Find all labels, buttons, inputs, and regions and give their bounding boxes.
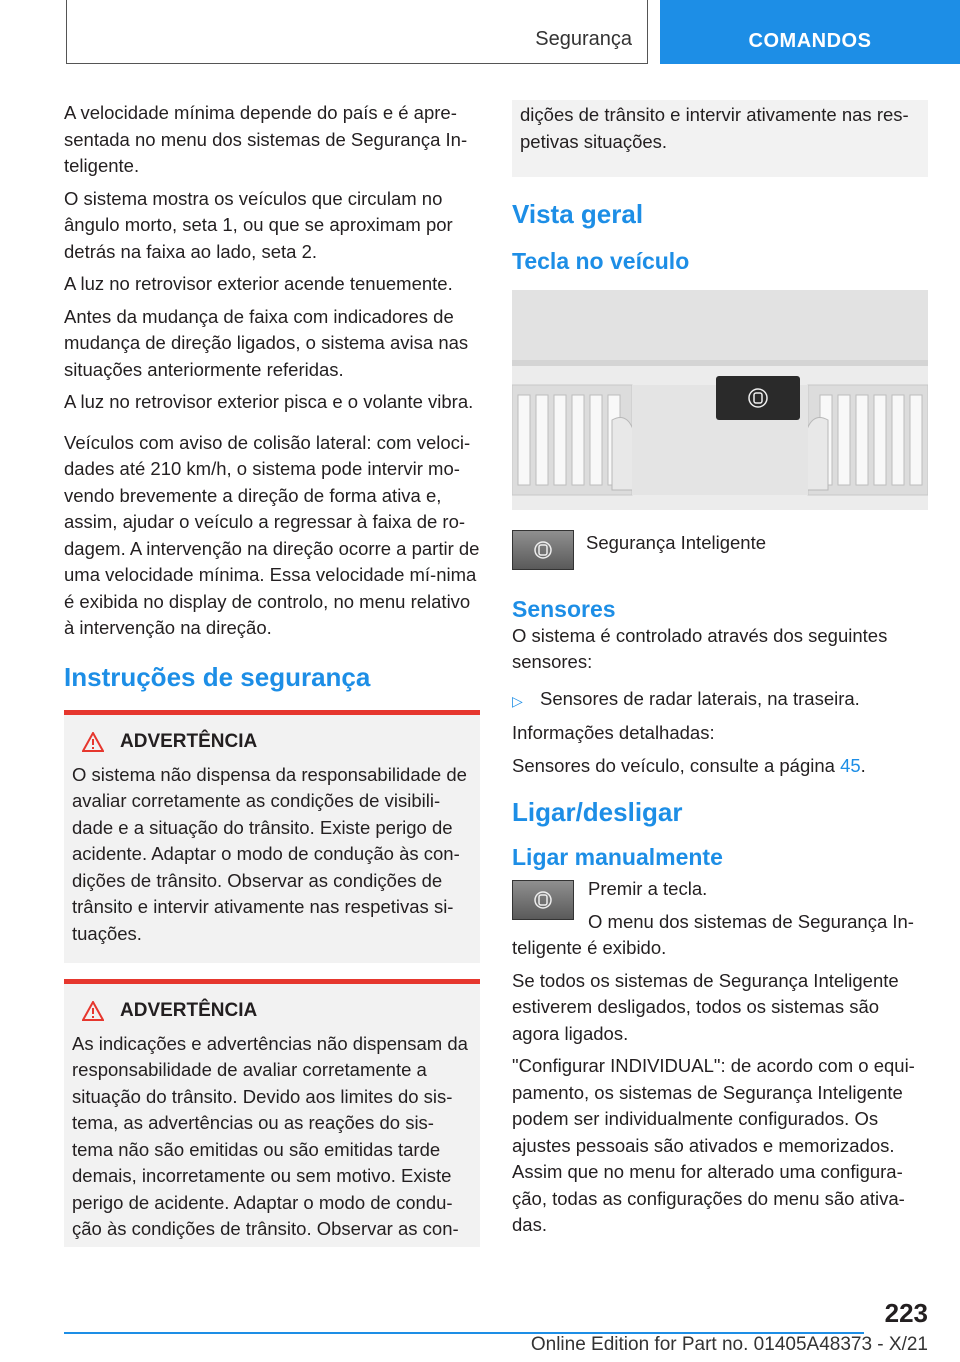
heading-onoff: Ligar/desligar — [512, 797, 683, 827]
warning-text: As indicações e advertências não dispensam da responsabilidade de avaliar corretamente a situação do trânsito. Devido aos limites do sis-tema, as advertências ou as reações do sis-tema não são emitidas ou são emitidas tarde demais, incorretamente ou sem motivo. Existe perigo de acidente. Adaptar o modo de condu-ção às condições de trânsito. Observar as con- — [72, 1032, 468, 1239]
icon-caption: Segurança Inteligente — [586, 532, 766, 553]
heading-sensors: Sensores — [512, 596, 616, 622]
warning-box — [64, 979, 480, 1247]
intelligent-safety-button-icon — [512, 530, 574, 570]
paragraph: Premir a tecla. — [588, 878, 708, 899]
warning-text: O sistema não dispensa da responsabilidade de avaliar corretamente as condições de visibili-dade e a situação do trânsito. Existe perigo de acidente. Adaptar o modo de condução às con-dições de trânsito. Observar as condições de trânsito e intervir ativamente nas respetivas si-tuações. — [72, 763, 467, 944]
manual-block — [512, 876, 928, 1239]
heading-safety: Instruções de segurança — [64, 661, 371, 692]
paragraph: A luz no retrovisor exterior pisca e o volante vibra. — [64, 391, 474, 412]
paragraph: O sistema é controlado através dos seguintes sensores: — [512, 624, 888, 672]
right-column — [512, 100, 928, 1245]
dashboard-illustration — [512, 290, 928, 510]
paragraph: Se todos os sistemas de Segurança Inteligente estiverem desligados, todos os sistemas são agora ligados. — [512, 969, 899, 1044]
left-column — [64, 100, 480, 1247]
warning-continuation: dições de trânsito e intervir ativamente nas res-petivas situações. — [512, 100, 928, 177]
warning-triangle-icon — [82, 1001, 104, 1021]
header-chapter-tab[interactable]: COMANDOS — [660, 0, 960, 64]
heading-manual: Ligar manualmente — [512, 843, 723, 870]
paragraph: A luz no retrovisor exterior acende tenuemente. — [64, 273, 453, 294]
warning-title: ADVERTÊNCIA — [72, 729, 472, 756]
bullet-triangle-icon: ▷ — [512, 692, 523, 709]
heading-overview: Vista geral — [512, 199, 644, 229]
warning-box — [64, 710, 480, 963]
header-section-title: Segurança — [535, 28, 632, 50]
paragraph: Informações detalhadas: — [512, 722, 715, 743]
intelligent-safety-button-icon — [512, 880, 574, 920]
warning-title: ADVERTÊNCIA — [72, 998, 472, 1025]
warning-triangle-icon — [82, 732, 104, 752]
list-item: ▷ Sensores de radar laterais, na traseira. — [512, 686, 928, 715]
page-number: 223 — [884, 1298, 928, 1328]
paragraph: Antes da mudança de faixa com indicadores de mudança de direção ligados, o sistema avisa nas situações anteriormente referidas. — [64, 305, 469, 380]
paragraph: O menu dos sistemas de Segurança In-teligente é exibido. — [512, 910, 914, 958]
page-link[interactable]: 45 — [840, 754, 861, 776]
footer-edition: Online Edition for Part no. 01405A48373 - X/21 — [530, 1334, 928, 1355]
cross-reference: Sensores do veículo, consulte a página 45. — [512, 754, 866, 776]
heading-button: Tecla no veículo — [512, 247, 690, 274]
vehicle-button-photo — [512, 290, 928, 510]
paragraph: "Configurar INDIVIDUAL": de acordo com o equi-pamento, os sistemas de Segurança Inteligente podem ser individualmente configurados. Os ajustes pessoais são ativados e memorizados. Assim que no menu for alterado uma configura-ção, todas as configurações do menu são ativa-das. — [512, 1055, 915, 1235]
paragraph: A velocidade mínima depende do país e é apre-sentada no menu dos sistemas de Segurança In-teligente. — [64, 102, 468, 176]
paragraph: O sistema mostra os veículos que circulam no ângulo morto, seta 1, ou que se aproximam por detrás na faixa ao lado, seta 2. — [64, 187, 453, 262]
icon-legend-row — [512, 530, 928, 570]
paragraph: Veículos com aviso de colisão lateral: com veloci-dades até 210 km/h, o sistema pode intervir mo-vendo brevemente a direção de forma ativa e, assim, ajudar o veículo a regressar à faixa de ro-dagem. A intervenção na direção ocorre a partir de uma velocidade mínima. Essa velocidade mí-nima é exibida no display de controlo, no menu relativo à intervenção na direção. — [64, 431, 480, 638]
